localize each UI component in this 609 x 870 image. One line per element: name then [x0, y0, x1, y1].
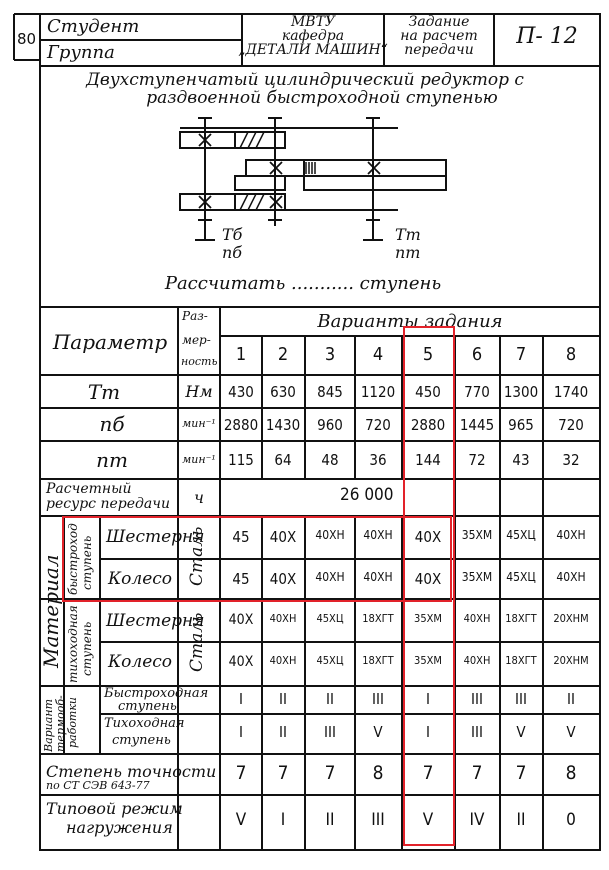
document-title-line1: Двухступенчатый цилиндрический редуктор с [86, 70, 524, 90]
heat-slow-7: V [516, 723, 526, 741]
tt-value-6: 770 [464, 383, 490, 401]
fast-wheel-material-1: 45 [232, 570, 250, 588]
tt-value-7: 1300 [503, 383, 539, 401]
heat-fast-1: I [239, 690, 243, 708]
mode-label-1: Типовой режим [46, 799, 183, 818]
page-number: 80 [17, 30, 37, 48]
mode-value-2: I [280, 810, 286, 830]
dimension-header-1: Раз- [182, 309, 208, 323]
tt-value-8: 1740 [553, 383, 589, 401]
variant-number-2: 2 [277, 344, 289, 365]
fast-pinion-material-7: 45ХЦ [506, 528, 536, 542]
tt-value-5: 450 [415, 383, 441, 401]
fast-wheel-material-6: 35ХМ [461, 570, 493, 584]
row-label-nt: пт [96, 448, 128, 472]
slow-wheel-material-3: 45ХЦ [316, 654, 344, 667]
fast-wheel-material-3: 40ХН [315, 570, 345, 584]
slow-wheel-material-4: 18ХГТ [362, 654, 394, 667]
fast-stage-label-2: ступень [80, 535, 94, 590]
department-label: кафедра [281, 28, 345, 44]
slow-wheel-material-6: 40ХН [463, 654, 491, 667]
accuracy-value-4: 8 [372, 762, 384, 784]
tt-value-3: 845 [317, 383, 343, 401]
heat-group-label-2: термооб- [54, 695, 67, 752]
accuracy-value-8: 8 [565, 762, 577, 784]
slow-wheel-label: Колесо [108, 652, 173, 672]
steel-label-slow: Сталь [187, 612, 207, 672]
heat-group-label-3: работки [66, 696, 79, 748]
accuracy-value-5: 7 [422, 762, 434, 784]
heat-fast-3: II [326, 690, 334, 708]
nb-value-4: 720 [365, 416, 391, 434]
accuracy-value-6: 7 [471, 762, 483, 784]
variant-number-1: 1 [235, 344, 247, 365]
slow-pinion-label: Шестерня [106, 611, 205, 631]
nb-value-3: 960 [317, 416, 343, 434]
accuracy-value-2: 7 [277, 762, 289, 784]
heat-slow-8: V [566, 723, 576, 741]
heat-slow-1: I [239, 723, 243, 741]
mode-label-2: нагружения [66, 818, 173, 837]
fast-stage-label-1: быстроход [66, 523, 80, 595]
slow-pinion-material-5: 35ХМ [414, 612, 442, 625]
heat-fast-4: III [372, 690, 384, 708]
slow-stage-label-1: тихоходная [66, 605, 80, 683]
heat-group-label-1: Вариант [42, 698, 55, 752]
nb-value-7: 965 [508, 416, 534, 434]
heat-slow-2: II [279, 723, 287, 741]
mode-value-3: II [325, 810, 335, 830]
nt-value-7: 43 [512, 451, 530, 469]
task-code: П- 12 [516, 24, 578, 49]
slow-wheel-material-5: 35ХМ [414, 654, 442, 667]
fast-wheel-material-4: 40ХН [363, 570, 393, 584]
nt-value-1: 115 [228, 451, 254, 469]
slow-wheel-material-1: 40Х [228, 654, 254, 670]
accuracy-value-1: 7 [235, 762, 247, 784]
fast-pinion-material-6: 35ХМ [461, 528, 493, 542]
group-label: Группа [47, 42, 115, 63]
mode-value-4: III [371, 810, 385, 830]
variant-number-5: 5 [422, 344, 434, 365]
heat-slow-label-2: ступень [112, 733, 171, 748]
label-torque-slow: Тт [395, 225, 421, 244]
accuracy-label-1: Степень точности [46, 762, 217, 781]
variant-number-7: 7 [515, 344, 527, 365]
nt-value-8: 32 [562, 451, 580, 469]
fast-pinion-label: Шестерня [106, 527, 205, 547]
heat-fast-label-1: Быстроходная [104, 686, 209, 701]
fast-pinion-material-2: 40Х [269, 528, 297, 546]
label-torque-fast: Тб [222, 225, 243, 244]
accuracy-label-2: по СТ СЭВ 643-77 [46, 779, 150, 792]
heat-fast-2: II [279, 690, 287, 708]
accuracy-value-3: 7 [324, 762, 336, 784]
heat-fast-label-2: ступень [118, 699, 177, 714]
slow-pinion-material-2: 40ХН [269, 612, 297, 625]
fast-pinion-material-8: 40ХН [556, 528, 586, 542]
gearbox-diagram [180, 118, 446, 240]
heat-fast-8: II [567, 690, 575, 708]
nt-value-5: 144 [415, 451, 441, 469]
university-name: МВТУ [290, 14, 336, 30]
calculate-text: Рассчитать ........... ступень [164, 273, 442, 294]
nb-value-1: 2880 [223, 416, 259, 434]
slow-pinion-material-3: 45ХЦ [316, 612, 344, 625]
fast-wheel-material-5: 40Х [414, 570, 442, 588]
fast-wheel-material-7: 45ХЦ [506, 570, 536, 584]
nt-value-6: 72 [468, 451, 486, 469]
heat-fast-6: III [471, 690, 483, 708]
row-label-tt: Тт [87, 380, 121, 404]
fast-pinion-material-3: 40ХН [315, 528, 345, 542]
tt-value-2: 630 [270, 383, 296, 401]
mode-value-8: 0 [566, 810, 576, 830]
heat-slow-5: I [426, 723, 430, 741]
steel-label-fast: Сталь [187, 526, 207, 586]
slow-pinion-material-7: 18ХГТ [505, 612, 537, 625]
accuracy-value-7: 7 [515, 762, 527, 784]
slow-stage-label-2: ступень [80, 621, 94, 676]
unit-tt: Нм [185, 382, 213, 401]
nb-value-5: 2880 [410, 416, 446, 434]
mode-value-7: II [516, 810, 526, 830]
task-title-line2: на расчет [400, 28, 478, 44]
nb-value-2: 1430 [265, 416, 301, 434]
fast-wheel-material-2: 40Х [269, 570, 297, 588]
unit-nb: мин⁻¹ [182, 417, 216, 430]
fast-wheel-label: Колесо [108, 569, 173, 589]
row-label-resource-2: ресурс передачи [46, 496, 170, 512]
nb-value-8: 720 [558, 416, 584, 434]
label-speed-slow: пт [395, 243, 421, 262]
dimension-header-3: ность [181, 355, 218, 368]
heat-fast-5: I [426, 690, 430, 708]
unit-resource: ч [194, 488, 204, 507]
tt-value-4: 1120 [360, 383, 396, 401]
slow-wheel-material-7: 18ХГТ [505, 654, 537, 667]
unit-nt: мин⁻¹ [182, 453, 216, 466]
variant-number-8: 8 [565, 344, 577, 365]
nt-value-3: 48 [321, 451, 339, 469]
document-title-line2: раздвоенной быстроходной ступенью [146, 88, 498, 108]
nt-value-4: 36 [369, 451, 387, 469]
task-title-line1: Задание [408, 14, 470, 30]
dimension-header-2: мер- [182, 333, 211, 347]
fast-pinion-material-5: 40Х [414, 528, 442, 546]
resource-value: 26 000 [340, 485, 394, 505]
department-name: „ДЕТАЛИ МАШИН“ [238, 42, 388, 58]
variant-number-6: 6 [471, 344, 483, 365]
task-title-line3: передачи [404, 42, 474, 58]
slow-pinion-material-4: 18ХГТ [362, 612, 394, 625]
tt-value-1: 430 [228, 383, 254, 401]
heat-fast-7: III [515, 690, 527, 708]
variant-number-3: 3 [324, 344, 336, 365]
fast-pinion-material-1: 45 [232, 528, 250, 546]
mode-value-5: V [422, 810, 434, 830]
fast-wheel-material-8: 40ХН [556, 570, 586, 584]
slow-wheel-material-2: 40ХН [269, 654, 297, 667]
nb-value-6: 1445 [459, 416, 495, 434]
heat-slow-label-1: Тихоходная [104, 716, 185, 731]
parameter-header: Параметр [52, 330, 168, 354]
slow-pinion-material-8: 20ХНМ [553, 612, 589, 625]
row-label-resource-1: Расчетный [46, 481, 132, 497]
fast-pinion-material-4: 40ХН [363, 528, 393, 542]
variant-number-4: 4 [372, 344, 384, 365]
variants-header: Варианты задания [317, 311, 503, 332]
heat-slow-6: III [471, 723, 483, 741]
heat-slow-4: V [373, 723, 383, 741]
student-label: Студент [47, 16, 140, 37]
label-speed-fast: пб [222, 243, 243, 262]
nt-value-2: 64 [274, 451, 292, 469]
heat-slow-3: III [324, 723, 336, 741]
mode-value-6: IV [469, 810, 485, 830]
row-label-nb: пб [99, 412, 125, 436]
material-group-label: Материал [39, 554, 63, 668]
slow-wheel-material-8: 20ХНМ [553, 654, 589, 667]
slow-pinion-material-1: 40Х [228, 612, 254, 628]
mode-value-1: V [235, 810, 247, 830]
slow-pinion-material-6: 40ХН [463, 612, 491, 625]
